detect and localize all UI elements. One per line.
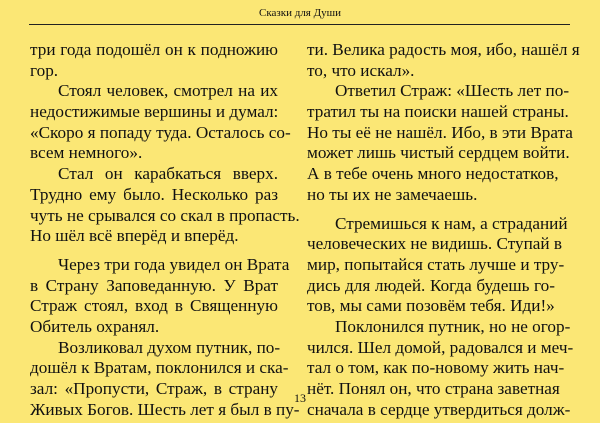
text-line: нёт. Понял он, что страна заветная (307, 379, 560, 398)
text-line: Но шёл всё вперёд и вперёд. (30, 226, 239, 246)
text-line: А в тебе очень много недостатков, (307, 164, 559, 184)
text-line: «Скоро я попаду туда. Осталось со- (30, 122, 291, 142)
page-number: 13 (294, 391, 306, 405)
text-line: недостижимые вершины и думал: (30, 102, 279, 122)
text-line: может лишь чистый сердцем войти. (307, 143, 570, 163)
text-line: чился. Шел домой, радовался и меч- (307, 337, 574, 357)
text-line: сначала в сердце утвердиться долж- (307, 399, 571, 419)
text-line: тратил ты на поиски нашей страны. (307, 102, 569, 122)
text-line: то, что искал». (307, 60, 415, 80)
text-line: Страж стоял, вход в Священную (30, 296, 278, 316)
text-line: всем немного». (30, 143, 143, 163)
text-line: Стоял человек, смотрел на их (58, 81, 278, 101)
running-title: Сказки для Души (259, 7, 341, 19)
text-line: но ты их не замечаешь. (307, 184, 478, 204)
text-line: тал о том, как по-новому жить нач- (307, 358, 565, 378)
text-line: тов, мы сами позовём тебя. Иди!» (307, 296, 555, 316)
header-rule (29, 24, 570, 25)
text-line: Трудно ему было. Несколько раз (30, 184, 278, 204)
text-line: Стремишься к нам, а страданий (335, 213, 568, 233)
text-line: ти. Велика радость моя, ибо, нашёл я (307, 40, 580, 59)
text-line: мир, попытайся стать лучше и тру- (307, 254, 565, 274)
text-line: Живых Богов. Шесть лет я был в пу- (30, 399, 300, 419)
paragraph-gap (307, 206, 555, 214)
text-line: человеческих не видишь. Ступай в (307, 234, 563, 254)
text-line: дошёл к Вратам, поклонился и ска- (30, 358, 289, 378)
text-line: Ответил Страж: «Шесть лет по- (335, 81, 570, 101)
text-line: Поклонился путник, но не огор- (335, 316, 571, 336)
text-line: Обитель охранял. (30, 316, 160, 336)
text-line: Через три года увидел он Врата (58, 254, 290, 274)
text-line: Стал он карабкаться вверх. (58, 164, 278, 184)
text-line: чуть не срывался со скал в пропасть. (30, 205, 300, 225)
text-line: Но ты её не нашёл. Ибо, в эти Врата (307, 122, 573, 142)
text-line: зал: «Пропусти, Страж, в страну (30, 379, 278, 398)
text-line: дись для людей. Когда будешь го- (307, 275, 555, 295)
text-line: гор. (30, 60, 59, 80)
text-line: в Страну Заповеданную. У Врат (30, 275, 278, 295)
text-line: Возликовал духом путник, по- (58, 337, 281, 357)
text-column-right (307, 40, 580, 420)
text-line: три года подошёл он к подножию (30, 40, 278, 59)
paragraph-gap (30, 247, 278, 255)
